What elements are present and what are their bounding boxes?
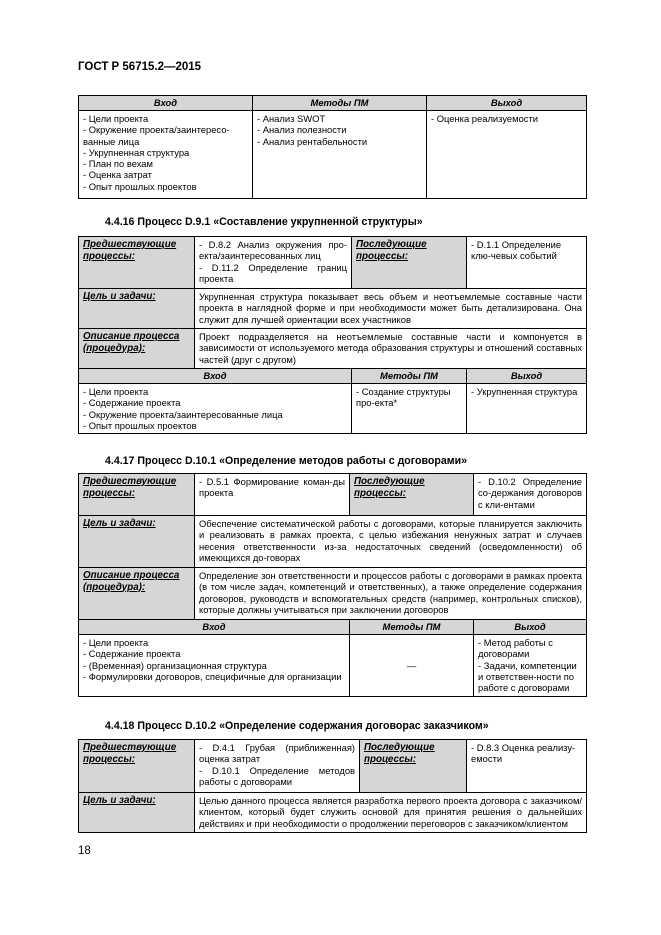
label-description: Описание процесса (процедура): (79, 329, 195, 369)
outputs-cell (467, 384, 587, 434)
predecessors-cell (195, 237, 352, 289)
process-table-d101 (78, 473, 587, 697)
list-item: - Формулировки договоров, специфичные для организации (83, 670, 342, 682)
list-item: - Анализ рентабельности (257, 135, 368, 147)
list-item: - Опыт прошлых проектов (83, 419, 197, 431)
table-prev-continuation (78, 95, 587, 199)
outputs-cell (474, 635, 587, 697)
list-item: - D.8.2 Анализ окружения про-екта/заинтересованных лиц (199, 239, 348, 262)
description-text: Определение зон ответственности и процессов работы с договорами в рамках проекта (в том числе задач, компетенций и ответственных), а также определение содержания договоров, руководств и вспомогательных средств (например, контрольных списков), которые должны учитываться при заключении договоров (195, 568, 587, 620)
list-item: - Оценка затрат (83, 169, 152, 181)
list-item: - Цели проекта (83, 637, 149, 648)
label-goal: Цель и задачи: (79, 516, 195, 568)
methods-cell (352, 384, 467, 434)
list-item: - (Временная) организационная структура (83, 659, 267, 671)
methods-cell (253, 111, 427, 199)
label-predecessors: Предшествующие процессы: (79, 740, 195, 793)
inputs-cell (79, 111, 253, 199)
label-successors: Последующие процессы: (352, 237, 467, 289)
list-item: - D.5.1 Формирование коман-ды проекта (199, 476, 345, 499)
inputs-cell (79, 384, 352, 434)
list-item: - Цели проекта (83, 113, 149, 124)
label-description: Описание процесса (процедура): (79, 568, 195, 620)
successors-cell (467, 740, 587, 793)
successors-cell (474, 474, 587, 516)
col-header-methods: Методы ПМ (350, 620, 474, 635)
section-title: 4.4.16 Процесс D.9.1 «Составление укрупненной структуры» (105, 216, 423, 228)
col-header-output: Выход (427, 96, 587, 111)
list-item: - Анализ SWOT (257, 113, 326, 124)
list-item: - Задачи, компетенции и ответствен-ности по работе с договорами (478, 659, 577, 694)
list-item: - Укрупненная структура (471, 386, 578, 397)
list-item: - План по вехам (83, 158, 153, 170)
process-table-d102 (78, 739, 587, 833)
col-header-output: Выход (474, 620, 587, 635)
col-header-methods: Методы ПМ (352, 369, 467, 384)
list-item: - D.4.1 Грубая (приближенная) оценка затрат (199, 742, 356, 765)
description-text: Проект подразделяется на неотъемлемые составные части и компонуется в зависимости от используемого метода образования структуры и отношений составных частей (друг с другом) (195, 329, 587, 369)
col-header-output: Выход (467, 369, 587, 384)
page-number: 18 (78, 845, 91, 857)
section-title: 4.4.17 Процесс D.10.1 «Определение методов работы с договорами» (105, 455, 467, 467)
list-item: - Окружение проекта/заинтересо-ванные лица (83, 124, 230, 147)
list-item: - Окружение проекта/заинтересованные лица (83, 408, 283, 420)
label-successors: Последующие процессы: (350, 474, 474, 516)
list-item: - Цели проекта (83, 386, 149, 397)
process-table-d91 (78, 236, 587, 434)
list-item: - Анализ полезности (257, 124, 347, 136)
col-header-methods: Методы ПМ (253, 96, 427, 111)
label-successors: Последующие процессы: (360, 740, 467, 793)
list-item: - Создание структуры про-екта* (356, 386, 451, 409)
col-header-input: Вход (79, 96, 253, 111)
predecessors-cell (195, 474, 350, 516)
list-item: - D.8.3 Оценка реализу-емости (471, 742, 576, 765)
predecessors-cell (195, 740, 360, 793)
list-item: - Оценка реализуемости (431, 113, 539, 124)
list-item: - Укрупненная структура (83, 146, 190, 158)
section-title: 4.4.18 Процесс D.10.2 «Определение содержания договорас заказчиком» (105, 720, 489, 732)
label-predecessors: Предшествующие процессы: (79, 474, 195, 516)
list-item: - D.1.1 Определение клю-чевых событий (471, 239, 562, 262)
list-item: - D.10.1 Определение методов работы с договорами (199, 764, 356, 787)
successors-cell (467, 237, 587, 289)
list-item: - Содержание проекта (83, 648, 181, 660)
col-header-input: Вход (79, 369, 352, 384)
label-predecessors: Предшествующие процессы: (79, 237, 195, 289)
label-goal: Цель и задачи: (79, 289, 195, 329)
goal-text: Целью данного процесса является разработка первого проекта договора с заказчиком/клиентом, который будет служить основой для принятия решения о дальнейших действиях и при необходимости о продолжении переговоров с заказчиком/клиентом (195, 793, 587, 833)
list-item: - D.10.2 Определение со-держания договоров с кли-ентами (478, 476, 582, 510)
goal-text: Укрупненная структура показывает весь объем и неотъемлемые составные части проекта в наглядной форме и при необходимости может быть детализирована. Она служит для лучшей ориентации всех участников (195, 289, 587, 329)
list-item: - D.11.2 Определение границ проекта (199, 261, 348, 284)
list-item: - Содержание проекта (83, 397, 181, 409)
list-item: - Опыт прошлых проектов (83, 180, 197, 192)
label-goal: Цель и задачи: (79, 793, 195, 833)
page-header: ГОСТ Р 56715.2—2015 (78, 61, 202, 73)
col-header-input: Вход (79, 620, 350, 635)
list-item: - Метод работы с договорами (478, 637, 553, 660)
goal-text: Обеспечение систематической работы с договорами, которые планируется заключить и реализовать в рамках проекта, с целью избежания ненужных затрат и случаев несения ответственности из-за недостаточных сведений (осведомленности) об имеющихся до-говорах (195, 516, 587, 568)
inputs-cell (79, 635, 350, 697)
methods-cell: — (350, 635, 474, 697)
outputs-cell (427, 111, 587, 199)
